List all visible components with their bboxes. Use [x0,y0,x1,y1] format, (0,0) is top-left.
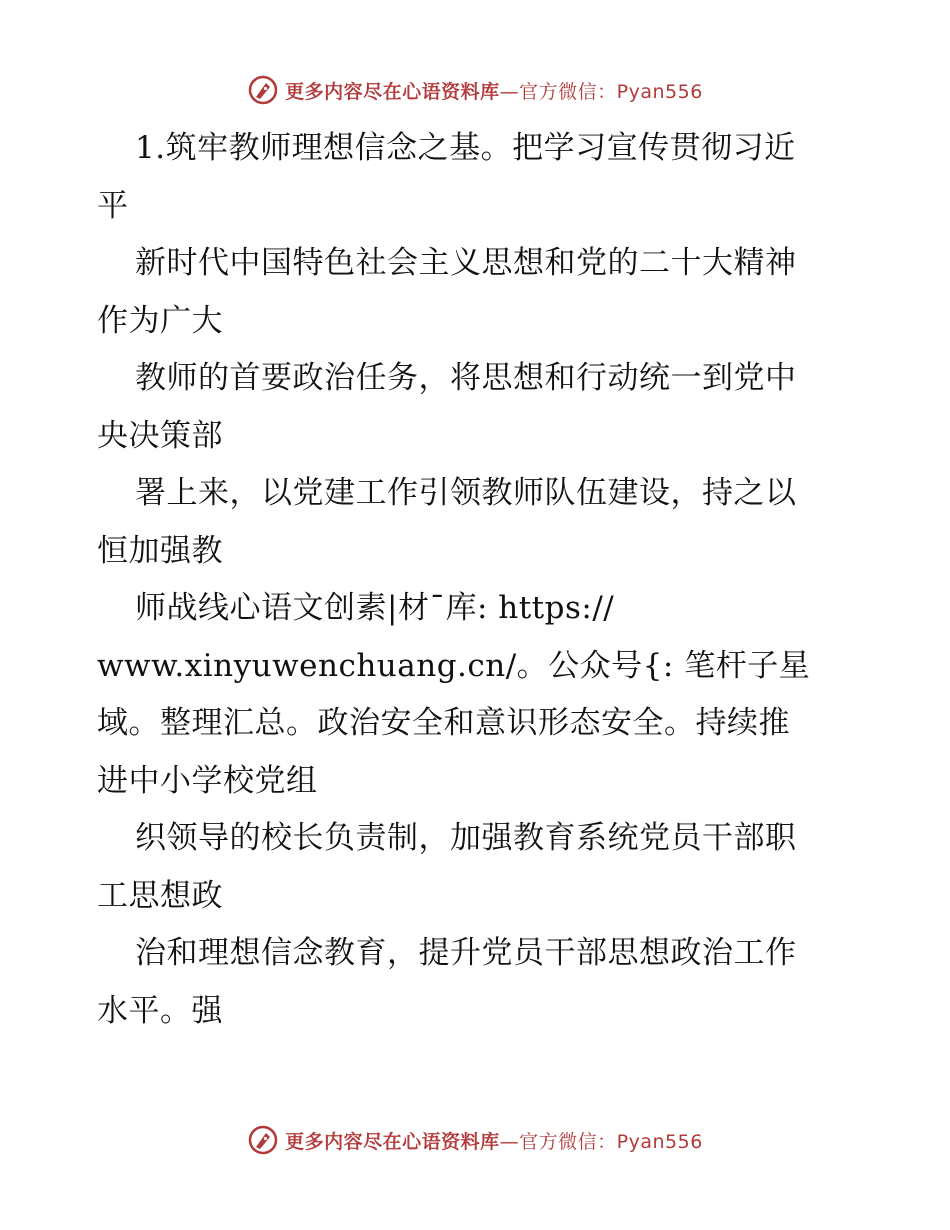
watermark-brand: 更多内容尽在心语资料库 [285,80,500,103]
body-line: 恒加强教 [97,532,223,569]
document-body [97,120,857,1040]
body-line: 师战线心语文创素|材¯库: https:// [135,590,615,626]
body-line: www.xinyuwenchuang.cn/。公众号{: 笔杆子星 [97,647,811,684]
body-line: 1.筑牢教师理想信念之基。把学习宣传贯彻习近 [135,130,796,166]
watermark-brand: 更多内容尽在心语资料库 [285,1130,500,1153]
pen-nib-icon [247,1124,279,1156]
body-line: 域。整理汇总。政治安全和意识形态安全。持续推 [97,705,790,741]
watermark-text [285,1127,703,1154]
body-line: 平 [97,187,129,224]
header-watermark [0,70,950,110]
watermark-separator: — [499,80,520,103]
body-line: 央决策部 [97,417,223,454]
watermark-separator: — [499,1130,520,1153]
body-line: 作为广大 [97,302,223,339]
body-line: 织领导的校长负责制，加强教育系统党员干部职 [135,820,797,856]
body-line: 署上来，以党建工作引领教师队伍建设，持之以 [135,475,797,511]
body-line: 进中小学校党组 [97,762,318,799]
watermark-wechat: 官方微信：Pyan556 [519,1130,703,1153]
body-line: 治和理想信念教育，提升党员干部思想政治工作 [135,935,797,971]
watermark-text [285,77,703,104]
body-line: 教师的首要政治任务，将思想和行动统一到党中 [135,360,797,396]
pen-nib-icon [247,74,279,106]
body-line: 新时代中国特色社会主义思想和党的二十大精神 [135,245,797,281]
footer-watermark [0,1120,950,1160]
watermark-wechat: 官方微信：Pyan556 [519,80,703,103]
body-line: 水平。强 [97,992,223,1029]
body-line: 工思想政 [97,877,223,914]
